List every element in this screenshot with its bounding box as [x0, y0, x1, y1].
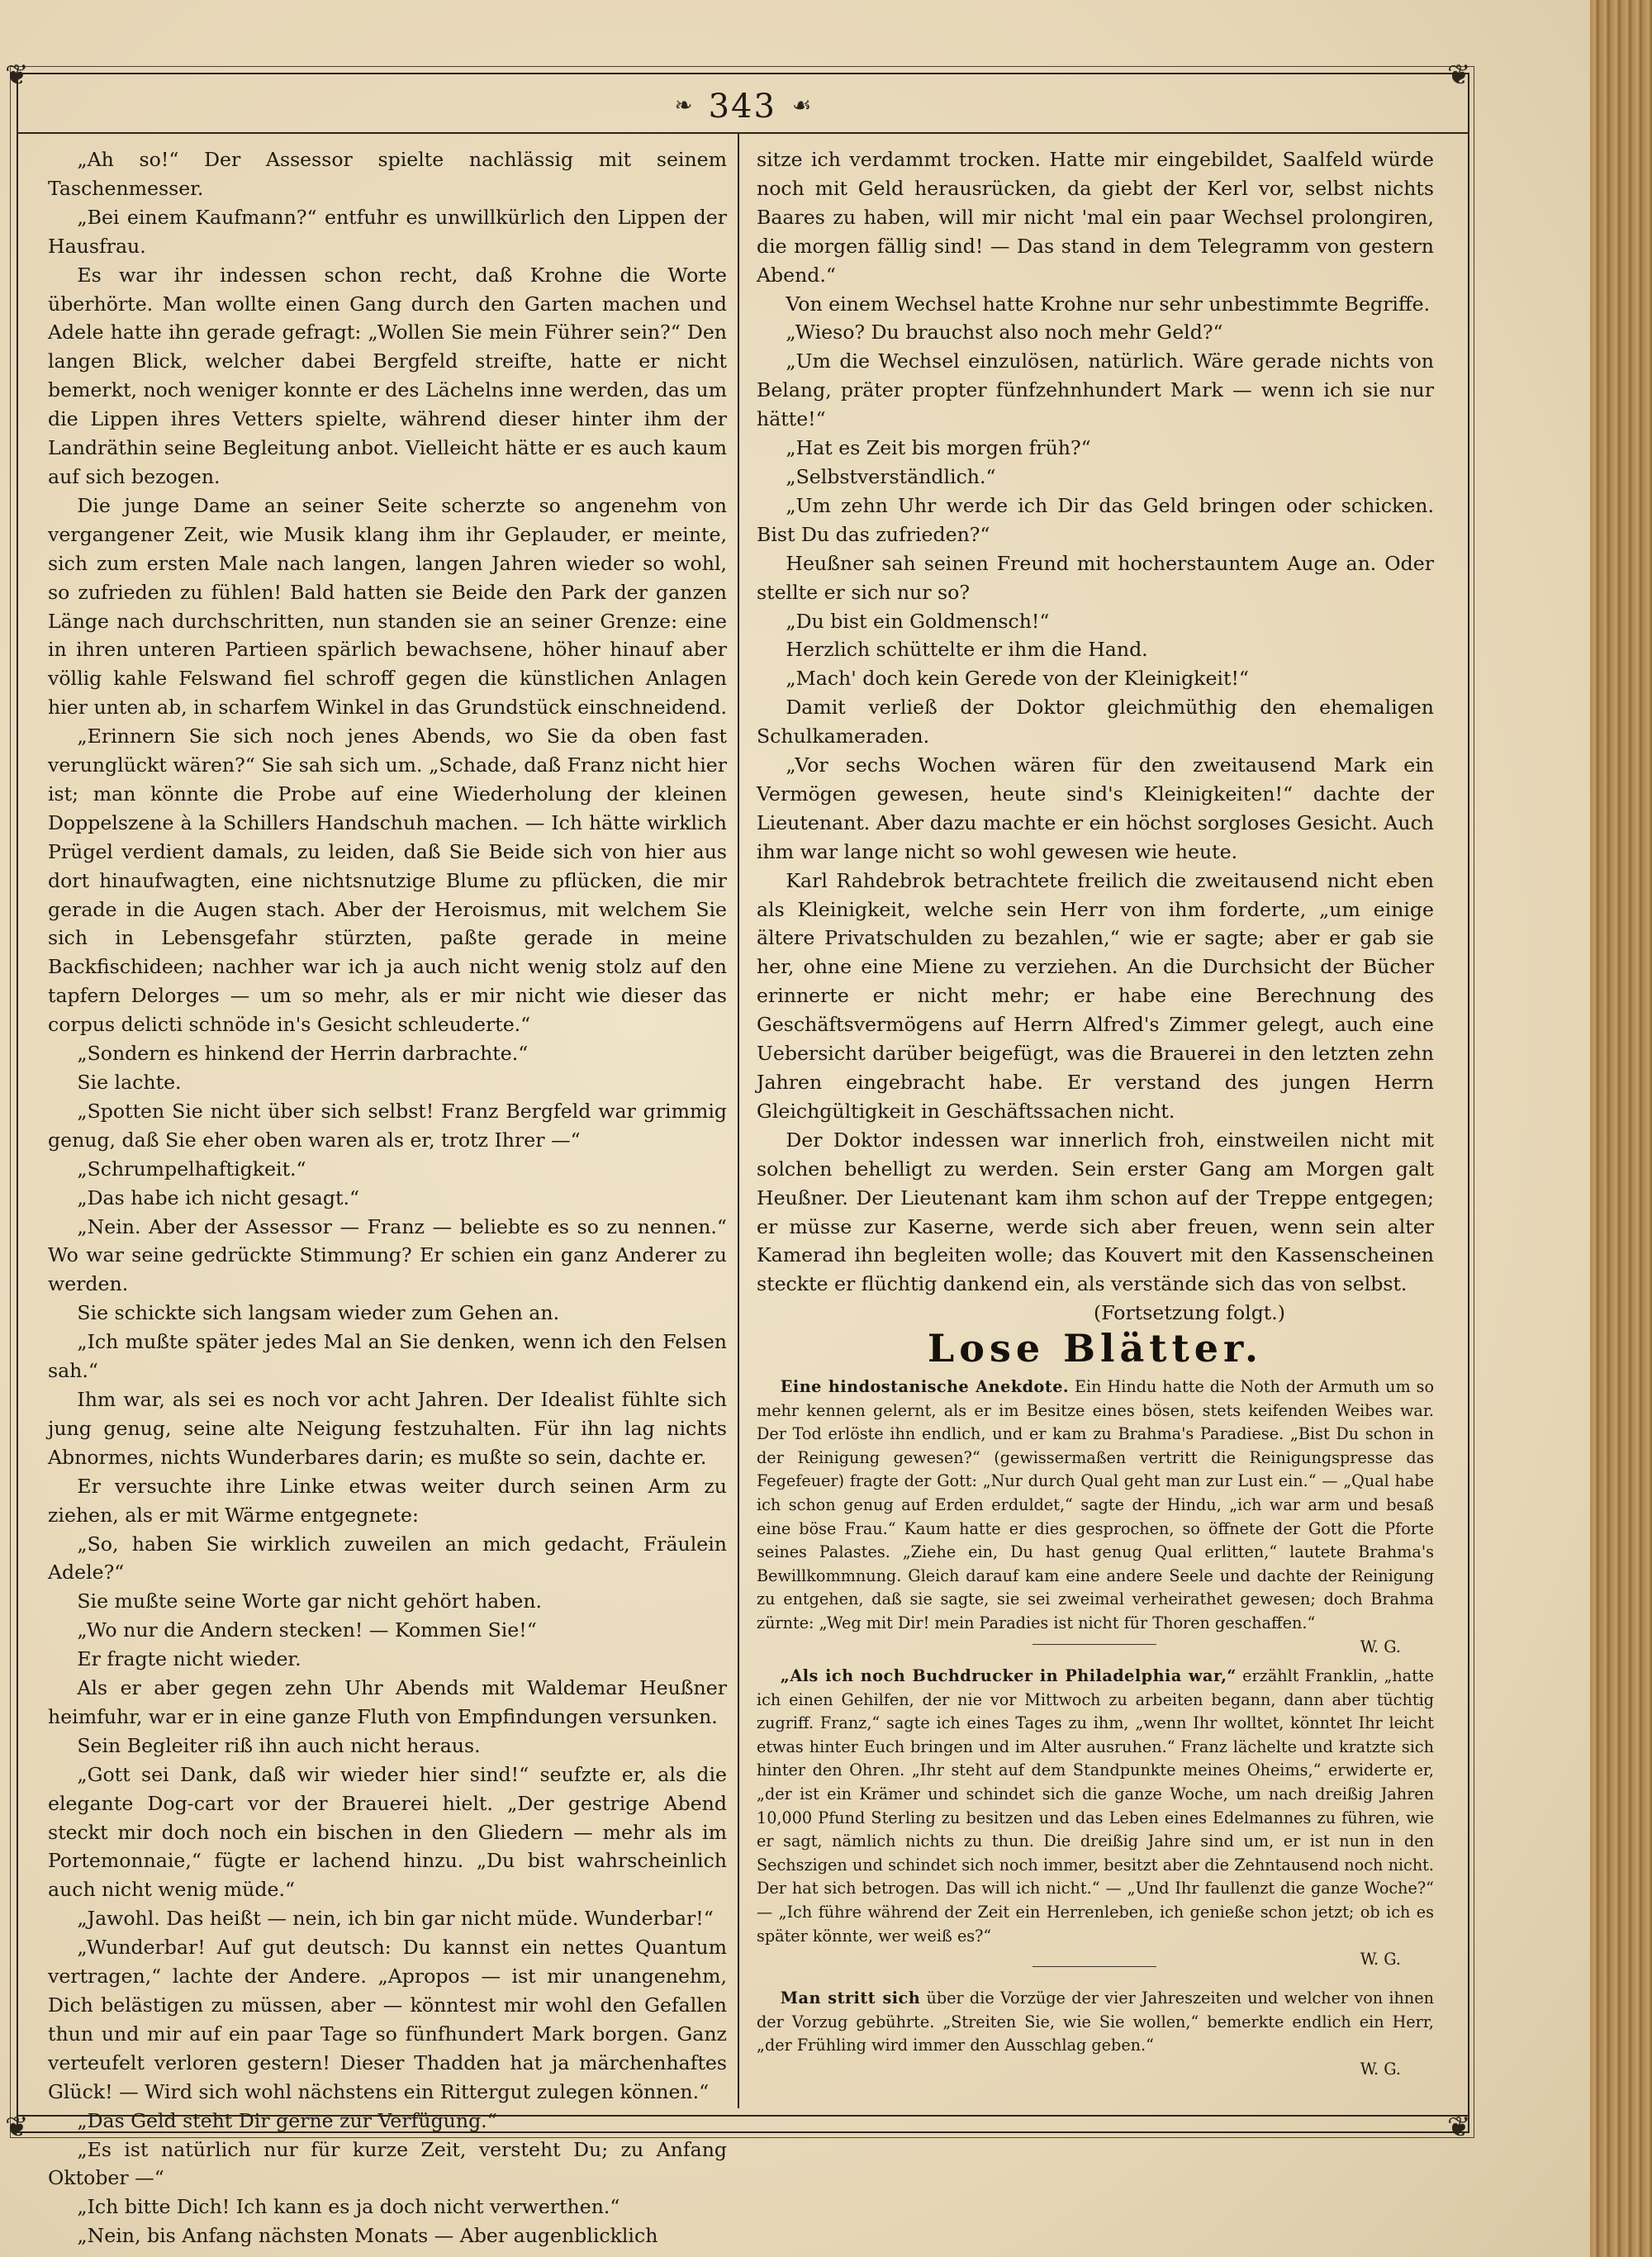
anecdote-text: Ein Hindu hatte die Noth der Armuth um so mehr kennen gelernt, als er im Besitze eines bösen, stets keifenden Weibes war. Der Tod erlöste ihn endlich, und er kam zu Brahma's Paradiese. „Bist Du schon in der Reinigung gewesen?“ (gewissermaßen vertritt die Reinigungspresse das Fegefeuer) fragte der Gott: „Nur durch Qual geht man zur Lust ein.“ — „Qual habe ich schon genug auf Erden erduldet,“ sagte der Hindu, „ich war arm und besaß eine böse Frau.“ Kaum hatte er dies gesprochen, so öffnete der Gott die Pforte seines Palastes. „Ziehe ein, Du hast genug Qual erlitten,“ lautete Brahma's Bewillkommnung. Gleich darauf kam eine andere Seele und dachte der Reinigung zu entgehen, daß sie sagte, sie sei zweimal verheirathet gewesen; doch Brahma zürnte: „Weg mit Dir! mein Paradies ist nicht für Thoren geschaffen.“ — [757, 1377, 1435, 1632]
paragraph: Sie lachte. — [77, 1071, 182, 1094]
paragraph: „Spotten Sie nicht über sich selbst! Franz Bergfeld war grimmig genug, daß Sie eher oben waren als er, trotz Ihrer —“ — [48, 1099, 727, 1152]
paragraph: Der Doktor indessen war innerlich froh, einstweilen nicht mit solchen behelligt zu werden. Sein erster Gang am Morgen galt Heußner. Der Lieutenant kam ihm schon auf der Treppe entgegen; er müsse zur Kaserne, werde sich aber freuen, wenn sein alter Kamerad ihn begleiten wolle; das Kouvert mit den Kassenscheinen steckte er flüchtig dankend ein, als verstände sich das von selbst. — [757, 1128, 1434, 1296]
paragraph: „Erinnern Sie sich noch jenes Abends, wo Sie da oben fast verunglückt wären?“ Sie sah sich um. „Schade, daß Franz nicht hier ist; man könnte die Probe auf eine Wiederholung der kleinen Doppelszene à la Schillers Handschuh machen. — Ich hätte wirklich Prügel verdient damals, zu leiden, daß Sie Beide sich von hier aus dort hinaufwagten, eine nichtsnutzige Blume zu pflücken, die mir gerade in die Augen stach. Aber der Heroismus, mit welchem Sie sich in Lebensgefahr stürzten, paßte gerade in meine Backfischideen; nachher war ich ja auch nicht wenig stolz auf den tapfern Delorges — um so mehr, als er mir nicht wie dieser das corpus delicti schnöde in's Gesicht schleuderte.“ — [48, 725, 727, 1037]
left-column — [48, 145, 727, 2250]
paragraph: „Wieso? Du brauchst also noch mehr Geld?“ — [786, 321, 1223, 344]
paragraph: „Nein, bis Anfang nächsten Monats — Aber augenblicklich — [77, 2224, 658, 2248]
anecdote-3 — [757, 1987, 1434, 2081]
paragraph: „Hat es Zeit bis morgen früh?“ — [786, 436, 1091, 460]
paragraph: Als er aber gegen zehn Uhr Abends mit Waldemar Heußner heimfuhr, war er in eine ganze Fluth von Empfindungen versunken. — [48, 1676, 727, 1728]
anecdote-lead: „Als ich noch Buchdrucker in Philadelphia war,“ — [780, 1666, 1237, 1685]
paragraph: „Um die Wechsel einzulösen, natürlich. Wäre gerade nichts von Belang, präter propter fünfzehnhundert Mark — wenn ich sie nur hätte!“ — [757, 349, 1434, 431]
anecdote-signature: W. G. — [1360, 2059, 1401, 2079]
paragraph: Die junge Dame an seiner Seite scherzte so angenehm von vergangener Zeit, wie Musik klang ihm ihr Geplauder, er meinte, sich zum ersten Male nach langen, langen Jahren wieder so wohl, so zufrieden zu fühlen! Bald hatten sie Beide den Park der ganzen Länge nach durchschritten, nun standen sie an seiner Grenze: eine in ihren unteren Partieen spärlich bewachsene, höher hinauf aber völlig kahle Felswand fiel schroff gegen die künstlichen Anlagen hier unten ab, in scharfem Winkel in das Grundstück einschneidend. — [48, 493, 727, 720]
header-rule — [17, 132, 1469, 134]
paragraph: Sie mußte seine Worte gar nicht gehört haben. — [77, 1589, 543, 1613]
page-header — [17, 83, 1469, 132]
continued-note: (Fortsetzung folgt.) — [1094, 1301, 1285, 1325]
paragraph: Ihm war, als sei es noch vor acht Jahren. Der Idealist fühlte sich jung genug, seine alte Neigung festzuhalten. Für ihn lag nichts Abnormes, nichts Wunderbares darin; es mußte so sein, dachte er. — [48, 1387, 727, 1469]
corner-ornament-bottom-right: ❦ — [1447, 2111, 1471, 2144]
corner-ornament-bottom-left: ❦ — [5, 2111, 29, 2144]
paragraph: „Du bist ein Goldmensch!“ — [786, 609, 1050, 633]
header-ornament-right: ☙ — [792, 93, 812, 118]
corner-ornament-top-right: ❦ — [1447, 59, 1471, 92]
paragraph: Sie schickte sich langsam wieder zum Gehen an. — [77, 1301, 560, 1325]
paragraph: „Ah so!“ Der Assessor spielte nachlässig mit seinem Taschenmesser. — [48, 148, 727, 200]
book-page-edges — [1590, 0, 1652, 2257]
paragraph: „Ich mußte später jedes Mal an Sie denken, wenn ich den Felsen sah.“ — [48, 1330, 727, 1383]
paragraph: Herzlich schüttelte er ihm die Hand. — [786, 638, 1148, 662]
paragraph: sitze ich verdammt trocken. Hatte mir eingebildet, Saalfeld würde noch mit Geld herausrücken, da giebt der Kerl vor, selbst nichts Baares zu haben, will mir nicht 'mal ein paar Wechsel prolongiren, die morgen fällig sind! — Das stand in dem Telegramm von gestern Abend.“ — [757, 148, 1434, 287]
column-divider — [738, 134, 739, 2108]
header-ornament-left: ❧ — [674, 93, 693, 118]
anecdote-signature: W. G. — [1360, 1950, 1401, 1970]
anecdote-2 — [757, 1665, 1434, 1972]
paragraph: Heußner sah seinen Freund mit hocherstauntem Auge an. Oder stellte er sich nur so? — [757, 551, 1434, 604]
paragraph: „Jawohl. Das heißt — nein, ich bin gar nicht müde. Wunderbar!“ — [77, 1907, 714, 1931]
page-number: 343 — [708, 88, 776, 126]
paragraph: „Wo nur die Andern stecken! — Kommen Sie!“ — [77, 1618, 537, 1642]
paragraph: Karl Rahdebrok betrachtete freilich die zweitausend nicht eben als Kleinigkeit, welche sein Herr von ihm forderte, „um einige ältere Privatschulden zu bezahlen,“ wie er sagte; aber er gab sie her, ohne eine Miene zu verziehen. An die Durchsicht der Bücher erinnerte er nicht mehr; er habe eine Berechnung des Geschäftsvermögens auf Herrn Alfred's Zimmer gelegt, auch eine Uebersicht darüber beigefügt, was die Brauerei in den letzten zehn Jahren eingebracht habe. Er verstand des jungen Herrn Gleichgültigkeit in Geschäftssachen nicht. — [757, 868, 1434, 1123]
paragraph: „Wunderbar! Auf gut deutsch: Du kannst ein nettes Quantum vertragen,“ lachte der Andere. „Apropos — ist mir unangenehm, Dich belästigen zu müssen, aber — könntest mir wohl den Gefallen thun und mir auf ein paar Tage so fünfhundert Mark borgen. Ganz verteufelt verloren gestern! Dieser Thadden hat ja märchenhaftes Glück! — Wird sich wohl nächstens ein Rittergut zulegen können.“ — [48, 1936, 727, 2103]
paragraph: „Es ist natürlich nur für kurze Zeit, versteht Du; zu Anfang Oktober —“ — [48, 2137, 727, 2190]
paragraph: „Das Geld steht Dir gerne zur Verfügung.“ — [77, 2108, 497, 2132]
paragraph: Es war ihr indessen schon recht, daß Krohne die Worte überhörte. Man wollte einen Gang durch den Garten machen und Adele hatte ihn gerade gefragt: „Wollen Sie mein Führer sein?“ Den langen Blick, welcher dabei Bergfeld streifte, hatte er nicht bemerkt, noch weniger konnte er des Lächelns inne werden, das um die Lippen ihres Vetters spielte, während dieser hinter ihm der Landräthin seine Begleitung anbot. Vielleicht hätte er es auch kaum auf sich bezogen. — [48, 263, 727, 488]
paragraph: Er versuchte ihre Linke etwas weiter durch seinen Arm zu ziehen, als er mit Wärme entgegnete: — [48, 1474, 727, 1527]
separator — [1032, 1644, 1156, 1645]
corner-ornament-top-left: ❦ — [5, 59, 29, 92]
anecdote-text: erzählt Franklin, „hatte ich einen Gehilfen, der nie vor Mittwoch zu arbeiten begann, dann aber tüchtig zugriff. Franz,“ sagte ich eines Tages zu ihm, „wenn Ihr wolltet, könntet Ihr leicht etwas hinter Euch bringen und im Alter ausruhen.“ Franz lächelte und kratzte sich hinter den Ohren. „Ihr steht auf dem Standpunkte meines Oheims,“ erwiderte er, „der ist ein Krämer und schindet sich die ganze Woche, um nach dreißig Jahren 10,000 Pfund Sterling zu besitzen und das Leben eines Edelmannes zu führen, wie er sagt, nämlich nichts zu thun. Die dreißig Jahre sind um, er ist nun in den Sechszigen und schindet sich noch immer, besitzt aber die Zehntausend noch nicht. Der hat sich betrogen. Das will ich nicht.“ — „Und Ihr faullenzt die ganze Woche?“ — „Ich führe während der Zeit ein Herrenleben, ich genieße schon jetzt; ob ich es später könnte, wer weiß es?“ — [757, 1666, 1434, 1946]
section-title: Lose Blätter. — [927, 1326, 1264, 1371]
paragraph: „So, haben Sie wirklich zuweilen an mich gedacht, Fräulein Adele?“ — [48, 1532, 727, 1585]
paragraph: „Das habe ich nicht gesagt.“ — [77, 1186, 360, 1209]
paragraph: „Um zehn Uhr werde ich Dir das Geld bringen oder schicken. Bist Du das zufrieden?“ — [757, 493, 1434, 546]
anecdote-text: über die Vorzüge der vier Jahreszeiten und welcher von ihnen der Vorzug gebührte. „Streiten Sie, wie Sie wollen,“ bemerkte endlich ein Herr, „der Frühling wird immer den Ausschlag geben.“ — [757, 1989, 1434, 2055]
paragraph: Sein Begleiter riß ihn auch nicht heraus. — [77, 1733, 481, 1757]
paragraph: Von einem Wechsel hatte Krohne nur sehr unbestimmte Begriffe. — [786, 292, 1431, 316]
paragraph: „Selbstverständlich.“ — [786, 464, 996, 488]
paragraph: „Ich bitte Dich! Ich kann es ja doch nicht verwerthen.“ — [77, 2195, 620, 2219]
anecdote-1 — [757, 1376, 1434, 1659]
paragraph: „Vor sechs Wochen wären für den zweitausend Mark ein Vermögen gewesen, heute sind's Kleinigkeiten!“ dachte der Lieutenant. Aber dazu machte er ein höchst sorgloses Gesicht. Auch ihm war lange nicht so wohl gewesen wie heute. — [757, 753, 1434, 863]
paragraph: „Gott sei Dank, daß wir wieder hier sind!“ seufzte er, als die elegante Dog-cart vor der Brauerei hielt. „Der gestrige Abend steckt mir doch noch ein bischen in den Gliedern — mehr als im Portemonnaie,“ fügte er lachend hinzu. „Du bist wahrscheinlich auch nicht wenig müde.“ — [48, 1762, 727, 1902]
anecdote-lead: Eine hindostanische Anekdote. — [780, 1377, 1070, 1396]
paragraph: „Mach' doch kein Gerede von der Kleinigkeit!“ — [786, 667, 1249, 691]
paragraph: „Sondern es hinkend der Herrin darbrachte.“ — [77, 1042, 529, 1066]
anecdote-signature: W. G. — [1360, 1637, 1401, 1656]
separator — [1032, 1966, 1156, 1967]
right-column-story — [757, 145, 1434, 1328]
paragraph: „Nein. Aber der Assessor — Franz — beliebte es so zu nennen.“ Wo war seine gedrückte Stimmung? Er schien ein ganz Anderer zu werden. — [48, 1214, 727, 1296]
paragraph: „Bei einem Kaufmann?“ entfuhr es unwillkürlich den Lippen der Hausfrau. — [48, 205, 727, 258]
paragraph: Damit verließ der Doktor gleichmüthig den ehemaligen Schulkameraden. — [757, 696, 1434, 748]
footer-rule — [17, 2115, 1469, 2117]
paragraph: „Schrumpelhaftigkeit.“ — [77, 1157, 306, 1181]
paragraph: Er fragte nicht wieder. — [77, 1647, 301, 1671]
anecdote-lead: Man stritt sich — [780, 1989, 921, 2008]
